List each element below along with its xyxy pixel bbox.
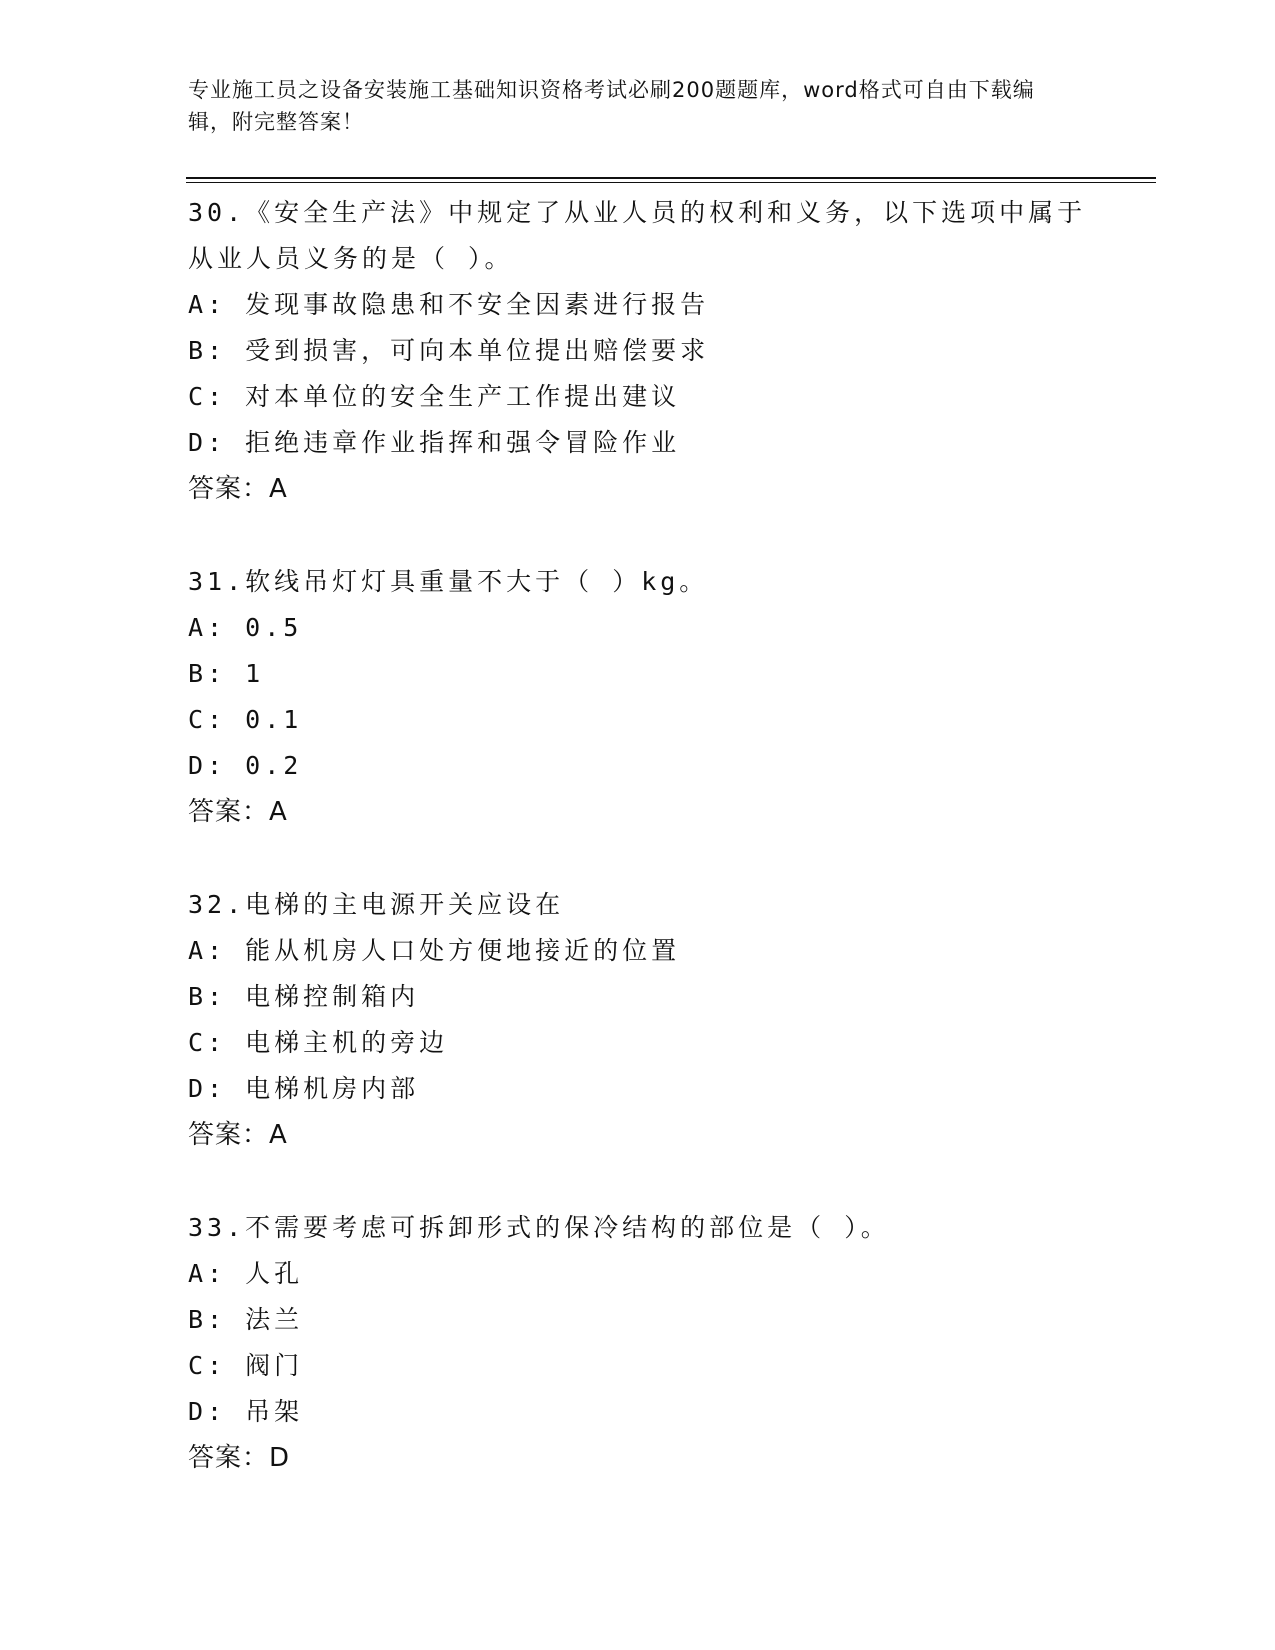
option-text: 电梯主机的旁边: [245, 1028, 449, 1057]
option-text: 0.5: [245, 613, 303, 642]
header-divider-thin: [186, 182, 1156, 183]
question-stem: 33.不需要考虑可拆卸形式的保冷结构的部位是（ ）。: [188, 1213, 890, 1242]
option-b: [188, 651, 1088, 697]
option-a: [188, 928, 1088, 974]
answer: 答案：D: [188, 1443, 291, 1473]
option-text: 吊架: [245, 1397, 304, 1426]
option-a: [188, 605, 1088, 651]
option-label: A:: [188, 1259, 227, 1288]
option-text: 发现事故隐患和不安全因素进行报告: [245, 290, 710, 319]
option-text: 电梯控制箱内: [245, 982, 420, 1011]
option-text: 1: [245, 659, 265, 688]
option-b: [188, 328, 1088, 374]
option-text: 阀门: [245, 1351, 304, 1380]
option-label: C:: [188, 1028, 227, 1057]
option-label: A:: [188, 613, 227, 642]
question-33: [188, 1205, 1088, 1481]
option-d: [188, 1389, 1088, 1435]
option-label: A:: [188, 936, 227, 965]
answer: 答案：A: [188, 797, 288, 827]
answer: 答案：A: [188, 1120, 288, 1150]
option-label: B:: [188, 659, 227, 688]
answer: 答案：A: [188, 474, 288, 504]
option-label: D:: [188, 428, 227, 457]
option-b: [188, 1297, 1088, 1343]
option-text: 能从机房人口处方便地接近的位置: [245, 936, 681, 965]
option-d: [188, 420, 1088, 466]
option-text: 0.2: [245, 751, 303, 780]
option-text: 受到损害，可向本单位提出赔偿要求: [245, 336, 710, 365]
option-text: 人孔: [245, 1259, 304, 1288]
option-a: [188, 1251, 1088, 1297]
question-32: [188, 882, 1088, 1158]
option-label: B:: [188, 336, 227, 365]
option-text: 电梯机房内部: [245, 1074, 420, 1103]
document-header: 专业施工员之设备安装施工基础知识资格考试必刷200题题库，word格式可自由下载编辑，附完整答案！: [188, 78, 1035, 134]
question-stem: 32.电梯的主电源开关应设在: [188, 890, 565, 919]
option-text: 法兰: [245, 1305, 304, 1334]
option-label: B:: [188, 982, 227, 1011]
option-label: C:: [188, 1351, 227, 1380]
question-30: [188, 190, 1088, 512]
option-label: C:: [188, 705, 227, 734]
option-label: D:: [188, 751, 227, 780]
option-c: [188, 374, 1088, 420]
option-label: A:: [188, 290, 227, 319]
header-divider: [186, 177, 1156, 179]
option-c: [188, 1343, 1088, 1389]
question-list: [188, 190, 1088, 1528]
option-a: [188, 282, 1088, 328]
option-label: C:: [188, 382, 227, 411]
option-c: [188, 1020, 1088, 1066]
option-label: D:: [188, 1074, 227, 1103]
option-text: 0.1: [245, 705, 303, 734]
option-label: B:: [188, 1305, 227, 1334]
question-stem: 31.软线吊灯灯具重量不大于（ ）kg。: [188, 567, 709, 596]
option-text: 对本单位的安全生产工作提出建议: [245, 382, 681, 411]
option-c: [188, 697, 1088, 743]
option-d: [188, 743, 1088, 789]
question-stem: 30.《安全生产法》中规定了从业人员的权利和义务，以下选项中属于从业人员义务的是（ ）。: [188, 198, 1087, 273]
question-31: [188, 559, 1088, 835]
option-label: D:: [188, 1397, 227, 1426]
option-b: [188, 974, 1088, 1020]
option-text: 拒绝违章作业指挥和强令冒险作业: [245, 428, 681, 457]
option-d: [188, 1066, 1088, 1112]
